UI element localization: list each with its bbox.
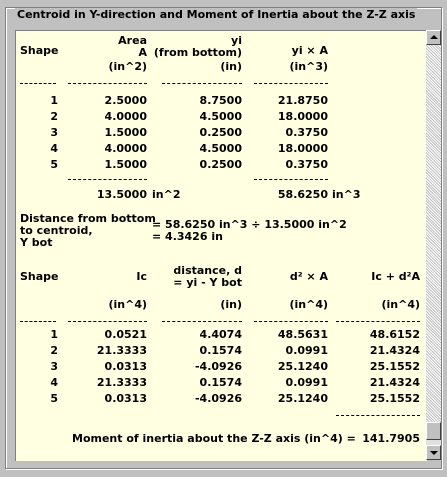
distance-label: Distance from bottom	[20, 212, 156, 225]
t1-cell-yi: 4.5000	[199, 110, 242, 123]
t1-total-separator	[68, 179, 147, 180]
distance-label-2: to centroid,	[20, 224, 93, 237]
t1-cell-yia: 0.3750	[285, 126, 328, 139]
t2-header-icd2a-unit: (in^4)	[381, 298, 420, 311]
t1-cell-area: 4.0000	[104, 110, 147, 123]
t2-cell-shape: 4	[50, 376, 58, 389]
t1-cell-yia: 18.0000	[277, 142, 328, 155]
t2-cell-shape: 5	[50, 392, 58, 405]
t1-cell-shape: 2	[50, 110, 58, 123]
t2-cell-d2a: 0.0991	[285, 344, 328, 357]
t2-cell-d: -4.0926	[194, 360, 242, 373]
t2-cell-ic: 0.0521	[104, 328, 147, 341]
t1-total-separator	[254, 179, 328, 180]
t1-cell-yi: 0.2500	[199, 158, 242, 171]
distance-label-3: Y bot	[20, 236, 53, 249]
t2-header-d2a-unit: (in^4)	[289, 298, 328, 311]
t2-cell-d: 4.4074	[199, 328, 242, 341]
t1-separator	[20, 83, 56, 84]
t2-cell-shape: 3	[50, 360, 58, 373]
t2-cell-total: 21.4324	[369, 344, 420, 357]
t1-total-area: 13.5000	[96, 188, 147, 201]
t1-header-area-unit: (in^2)	[108, 60, 147, 73]
t2-cell-total: 48.6152	[369, 328, 420, 341]
t1-total-yia: 58.6250	[277, 188, 328, 201]
t2-cell-d: -4.0926	[194, 392, 242, 405]
t2-header-distance-formula: = yi - Y bot	[173, 276, 242, 289]
t2-header-ic-unit: (in^4)	[108, 298, 147, 311]
t1-total-yia-unit: in^3	[332, 188, 361, 201]
t2-separator	[336, 321, 420, 322]
t2-separator	[68, 321, 147, 322]
t1-header-area: Area	[118, 34, 147, 47]
t1-cell-yi: 8.7500	[199, 94, 242, 107]
t2-cell-d2a: 25.1240	[277, 392, 328, 405]
arrow-down-icon	[430, 451, 438, 455]
moment-value: 141.7905	[362, 432, 420, 445]
t2-header-distance: distance, d	[173, 264, 242, 277]
t1-header-shape: Shape	[20, 44, 59, 57]
t1-cell-yia: 0.3750	[285, 158, 328, 171]
t1-header-yi: yi	[231, 34, 242, 47]
t2-separator	[20, 321, 56, 322]
t2-header-d-unit: (in)	[220, 298, 242, 311]
t1-separator	[68, 83, 147, 84]
group-title: Centroid in Y-direction and Moment of Inertia about the Z-Z axis	[17, 8, 416, 21]
t2-cell-shape: 1	[50, 328, 58, 341]
vertical-scrollbar[interactable]	[426, 30, 441, 460]
t1-cell-area: 1.5000	[104, 126, 147, 139]
t1-header-yi-unit: (in)	[220, 60, 242, 73]
t1-cell-yia: 21.8750	[277, 94, 328, 107]
t2-cell-total: 25.1552	[369, 360, 420, 373]
t2-separator	[162, 321, 242, 322]
t1-cell-shape: 1	[50, 94, 58, 107]
t2-cell-d2a: 0.0991	[285, 376, 328, 389]
t2-cell-d2a: 25.1240	[277, 360, 328, 373]
t2-cell-d2a: 48.5631	[277, 328, 328, 341]
t1-cell-shape: 5	[50, 158, 58, 171]
t1-header-yi-sub: (from bottom)	[153, 46, 242, 59]
t2-cell-ic: 21.3333	[96, 344, 147, 357]
t1-header-yia: yi × A	[291, 44, 328, 57]
t2-cell-ic: 0.0313	[104, 392, 147, 405]
scroll-down-button[interactable]	[426, 445, 441, 460]
moment-label: Moment of inertia about the Z-Z axis (in^4) =	[72, 432, 356, 445]
t2-total-separator	[336, 415, 420, 416]
scrollbar-thumb[interactable]	[426, 422, 441, 440]
t1-separator	[162, 83, 242, 84]
t1-cell-yia: 18.0000	[277, 110, 328, 123]
t1-header-yia-unit: (in^3)	[289, 60, 328, 73]
t1-cell-shape: 3	[50, 126, 58, 139]
t1-cell-yi: 0.2500	[199, 126, 242, 139]
t2-separator	[254, 321, 328, 322]
t2-header-d2a: d² × A	[289, 270, 328, 283]
t1-cell-yi: 4.5000	[199, 142, 242, 155]
t2-cell-d: 0.1574	[199, 376, 242, 389]
t2-header-icd2a: Ic + d²A	[371, 270, 420, 283]
arrow-up-icon	[430, 35, 438, 39]
t2-header-ic: Ic	[136, 270, 147, 283]
scroll-up-button[interactable]	[426, 30, 441, 45]
distance-formula: = 58.6250 in^3 ÷ 13.5000 in^2	[152, 218, 347, 231]
t2-cell-d: 0.1574	[199, 344, 242, 357]
t1-header-area-symbol: A	[138, 46, 147, 59]
results-panel	[15, 30, 427, 461]
t2-header-shape: Shape	[20, 270, 59, 283]
t1-cell-area: 4.0000	[104, 142, 147, 155]
t1-separator	[254, 83, 328, 84]
t2-cell-shape: 2	[50, 344, 58, 357]
t2-cell-total: 21.4324	[369, 376, 420, 389]
t1-cell-shape: 4	[50, 142, 58, 155]
t2-cell-ic: 0.0313	[104, 360, 147, 373]
scrollbar-track[interactable]	[426, 45, 441, 422]
t1-cell-area: 2.5000	[104, 94, 147, 107]
t2-cell-ic: 21.3333	[96, 376, 147, 389]
t1-cell-area: 1.5000	[104, 158, 147, 171]
distance-result: = 4.3426 in	[152, 230, 223, 243]
t2-cell-total: 25.1552	[369, 392, 420, 405]
results-groupbox	[5, 7, 442, 469]
t1-total-area-unit: in^2	[152, 188, 181, 201]
